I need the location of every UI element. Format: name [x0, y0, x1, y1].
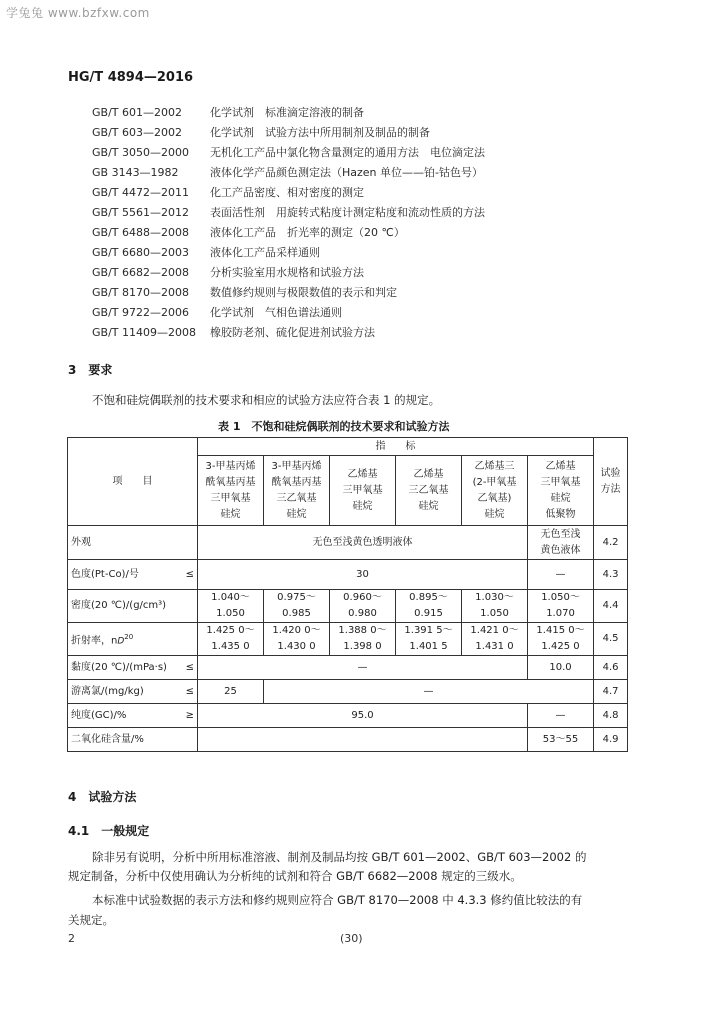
- table-row: [68, 526, 628, 560]
- reference-item: [92, 264, 364, 280]
- table-cell: —: [528, 704, 594, 728]
- row-label: [68, 560, 198, 590]
- section-4-1-paragraph-2-line-2: 关规定。: [68, 913, 114, 927]
- table-cell: 无色至浅 黄色液体: [528, 526, 594, 560]
- comparison-symbol: ≥: [185, 709, 194, 721]
- method-cell: 4.5: [594, 623, 628, 656]
- standard-header: HG/T 4894—2016: [68, 70, 194, 85]
- reference-code: GB/T 11409—2008: [92, 326, 196, 339]
- reference-title: 表面活性剂 用旋转式粘度计测定粘度和流动性质的方法: [210, 206, 485, 219]
- section-4-1-title: 4.1 一般规定: [68, 824, 150, 838]
- reference-title: 化学试剂 试验方法中所用制剂及制品的制备: [210, 126, 430, 139]
- table-cell: [198, 728, 528, 752]
- method-cell: 4.2: [594, 526, 628, 560]
- product-header: 3-甲基丙烯 酰氧基丙基 三甲氧基 硅烷: [198, 456, 264, 526]
- reference-item: [92, 104, 364, 120]
- table-cell: 1.050～ 1.070: [528, 590, 594, 623]
- table-cell: 30: [198, 560, 528, 590]
- product-header: 乙烯基 三甲氧基 硅烷 低聚物: [528, 456, 594, 526]
- reference-code: GB/T 6488—2008: [92, 226, 189, 239]
- method-cell: 4.4: [594, 590, 628, 623]
- table-cell: 0.975～ 0.985: [264, 590, 330, 623]
- reference-item: [92, 244, 320, 260]
- section-3-title: 3 要求: [68, 363, 113, 377]
- reference-title: 分析实验室用水规格和试验方法: [210, 266, 364, 279]
- reference-title: 无机化工产品中氯化物含量测定的通用方法 电位滴定法: [210, 146, 485, 159]
- table-cell: 25: [198, 680, 264, 704]
- row-label: 二氧化硅含量/%: [68, 728, 198, 752]
- table-cell: 1.425 0～ 1.435 0: [198, 623, 264, 656]
- reference-title: 化学试剂 标准滴定溶液的制备: [210, 106, 364, 119]
- spec-table: [67, 437, 628, 752]
- reference-code: GB 3143—1982: [92, 166, 179, 179]
- method-cell: 4.3: [594, 560, 628, 590]
- reference-title: 数值修约规则与极限数值的表示和判定: [210, 286, 397, 299]
- reference-item: [92, 304, 342, 320]
- table-cell: 1.030～ 1.050: [462, 590, 528, 623]
- reference-code: GB/T 6680—2003: [92, 246, 189, 259]
- row-label: [68, 680, 198, 704]
- row-label: 折射率，$nD^{20}$: [68, 623, 198, 656]
- section-3-paragraph: 不饱和硅烷偶联剂的技术要求和相应的试验方法应符合表 1 的规定。: [92, 393, 441, 407]
- item-header: 项 目: [68, 438, 198, 526]
- product-header: 乙烯基 三甲氧基 硅烷: [330, 456, 396, 526]
- reference-code: GB/T 603—2002: [92, 126, 182, 139]
- row-label: 密度(20 ℃)/(g/cm³): [68, 590, 198, 623]
- row-label-text: 折射率，n: [71, 635, 118, 647]
- table-row: [68, 656, 628, 680]
- reference-item: [92, 224, 405, 240]
- table-cell: 1.391 5～ 1.401 5: [396, 623, 462, 656]
- table-cell: 1.415 0～ 1.425 0: [528, 623, 594, 656]
- row-label-text: 游离氯/(mg/kg): [71, 685, 144, 697]
- reference-item: [92, 284, 397, 300]
- reference-code: GB/T 4472—2011: [92, 186, 189, 199]
- reference-item: [92, 204, 485, 220]
- reference-item: [92, 144, 485, 160]
- method-cell: 4.6: [594, 656, 628, 680]
- reference-title: 化学试剂 气相色谱法通则: [210, 306, 342, 319]
- method-cell: 4.8: [594, 704, 628, 728]
- section-4-1-paragraph-1-line-2: 规定制备，分析中仅使用确认为分析纯的试剂和符合 GB/T 6682—2008 规定的三级水。: [68, 869, 522, 883]
- section-4-title: 4 试验方法: [68, 790, 137, 804]
- reference-code: GB/T 8170—2008: [92, 286, 189, 299]
- comparison-symbol: ≤: [185, 568, 194, 580]
- table-cell: 1.388 0～ 1.398 0: [330, 623, 396, 656]
- footer-center-number: (30): [340, 932, 363, 945]
- reference-title: 橡胶防老剂、硫化促进剂试验方法: [210, 326, 375, 339]
- row-label-text: 纯度(GC)/%: [71, 709, 127, 721]
- table-cell: 95.0: [198, 704, 528, 728]
- table-cell: 10.0: [528, 656, 594, 680]
- row-label: [68, 656, 198, 680]
- table-cell: 0.960～ 0.980: [330, 590, 396, 623]
- product-header: 3-甲基丙烯 酰氧基丙基 三乙氧基 硅烷: [264, 456, 330, 526]
- table-row: [68, 728, 628, 752]
- comparison-symbol: ≤: [185, 661, 194, 673]
- reference-item: [92, 124, 430, 140]
- reference-title: 液体化工产品采样通则: [210, 246, 320, 259]
- table-cell: 无色至浅黄色透明液体: [198, 526, 528, 560]
- reference-title: 化工产品密度、相对密度的测定: [210, 186, 364, 199]
- row-label: [68, 704, 198, 728]
- table-cell: 0.895～ 0.915: [396, 590, 462, 623]
- reference-item: [92, 324, 375, 340]
- table-row: [68, 623, 628, 656]
- index-header: 指 标: [198, 438, 594, 456]
- method-header: 试验 方法: [594, 438, 628, 526]
- row-label: 外观: [68, 526, 198, 560]
- table-cell: 1.040～ 1.050: [198, 590, 264, 623]
- method-cell: 4.9: [594, 728, 628, 752]
- table-cell: 1.421 0～ 1.431 0: [462, 623, 528, 656]
- table-cell: 53～55: [528, 728, 594, 752]
- reference-title: 液体化工产品 折光率的测定（20 ℃）: [210, 226, 405, 239]
- table-cell: —: [198, 656, 528, 680]
- reference-item: [92, 164, 483, 180]
- row-label-text: 黏度(20 ℃)/(mPa·s): [71, 661, 167, 673]
- table-row: [68, 438, 628, 456]
- table-cell: 1.420 0～ 1.430 0: [264, 623, 330, 656]
- table-row: [68, 560, 628, 590]
- section-4-1-paragraph-2-line-1: 本标准中试验数据的表示方法和修约规则应符合 GB/T 8170—2008 中 4.3.3 修约值比较法的有: [92, 893, 583, 907]
- reference-code: GB/T 6682—2008: [92, 266, 189, 279]
- row-label-text: 色度(Pt-Co)/号: [71, 568, 139, 580]
- page-number: 2: [68, 932, 75, 945]
- reference-code: GB/T 601—2002: [92, 106, 182, 119]
- table-caption: 表 1 不饱和硅烷偶联剂的技术要求和试验方法: [218, 420, 450, 433]
- section-4-1-paragraph-1-line-1: 除非另有说明，分析中所用标准溶液、制剂及制品均按 GB/T 601—2002、GB/T 603—2002 的: [92, 850, 587, 864]
- reference-title: 液体化学产品颜色测定法（Hazen 单位——铂-钴色号）: [210, 166, 483, 179]
- product-header: 乙烯基三 (2-甲氧基 乙氧基) 硅烷: [462, 456, 528, 526]
- reference-code: GB/T 3050—2000: [92, 146, 189, 159]
- watermark: 学兔兔 www.bzfxw.com: [6, 6, 150, 20]
- comparison-symbol: ≤: [185, 685, 194, 697]
- table-row: [68, 704, 628, 728]
- table-cell: —: [528, 560, 594, 590]
- table-row: [68, 680, 628, 704]
- method-cell: 4.7: [594, 680, 628, 704]
- table-cell: —: [264, 680, 594, 704]
- reference-code: GB/T 5561—2012: [92, 206, 189, 219]
- reference-item: [92, 184, 364, 200]
- table-row: [68, 590, 628, 623]
- product-header: 乙烯基 三乙氧基 硅烷: [396, 456, 462, 526]
- reference-code: GB/T 9722—2006: [92, 306, 189, 319]
